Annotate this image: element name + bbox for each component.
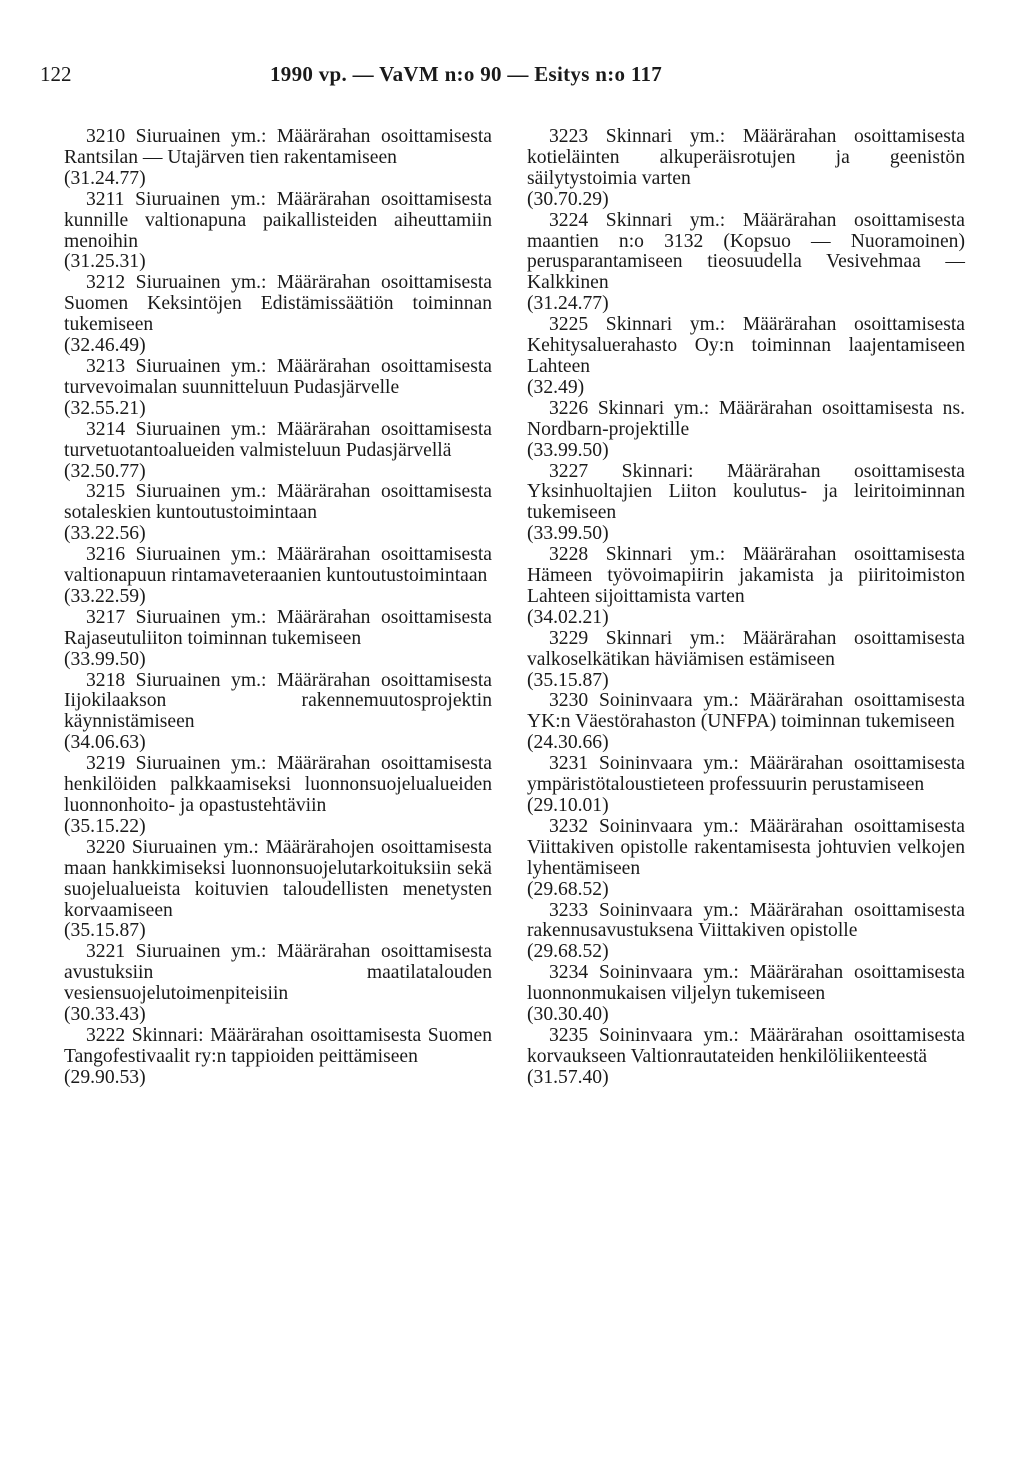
motion-entry bbox=[64, 420, 492, 483]
motion-entry bbox=[527, 629, 965, 692]
motion-entry bbox=[527, 963, 965, 1026]
motion-text: 3227 Skinnari: Määrärahan osoittamisesta Yksinhuoltajien Liiton koulutus- ja leiritoiminnan tukemiseen bbox=[527, 460, 965, 524]
motion-text: 3219 Siuruainen ym.: Määrärahan osoittamisesta henkilöiden palkkaamiseksi luonnonsuojelualueiden luonnonhoito- ja opastustehtäviin bbox=[64, 753, 492, 816]
budget-code: (33.99.50) bbox=[527, 523, 609, 545]
motion-entry bbox=[527, 1026, 965, 1089]
budget-code: (29.10.01) bbox=[527, 795, 609, 816]
motion-text: 3220 Siuruainen ym.: Määrärahojen osoittamisesta maan hankkimiseksi luonnonsuojelutarkoituksiin sekä suojelualueista koituvien taloudellisten menetysten korvaamiseen bbox=[64, 836, 492, 921]
budget-code: (33.99.50) bbox=[527, 439, 609, 461]
motion-text: 3214 Siuruainen ym.: Määrärahan osoittamisesta turvetuotantoalueiden valmisteluun Pudasjärvellä bbox=[64, 418, 492, 461]
motion-text: 3232 Soininvaara ym.: Määrärahan osoittamisesta Viittakiven opistolle rakentamisesta johtuvien velkojen lyhentämiseen bbox=[527, 815, 965, 879]
page-header bbox=[0, 62, 1024, 92]
motion-text: 3226 Skinnari ym.: Määrärahan osoittamisesta ns. Nordbarn-projektille bbox=[527, 397, 965, 440]
budget-code: (33.22.56) bbox=[64, 523, 146, 545]
motion-text: 3212 Siuruainen ym.: Määrärahan osoittamisesta Suomen Keksintöjen Edistämissäätiön toiminnan tukemiseen bbox=[64, 272, 492, 336]
budget-code: (35.15.87) bbox=[527, 669, 609, 691]
motion-entry bbox=[64, 357, 492, 420]
budget-code: (29.90.53) bbox=[64, 1066, 146, 1088]
budget-code: (32.50.77) bbox=[64, 460, 146, 482]
motion-text: 3215 Siuruainen ym.: Määrärahan osoittamisesta sotaleskien kuntoutustoimintaan bbox=[64, 481, 492, 524]
motion-entry bbox=[64, 942, 492, 1026]
motion-entry bbox=[64, 273, 492, 357]
motion-entry bbox=[527, 691, 965, 754]
motion-entry bbox=[64, 190, 492, 274]
motion-text: 3234 Soininvaara ym.: Määrärahan osoittamisesta luonnonmukaisen viljelyn tukemiseen bbox=[527, 962, 965, 1005]
motion-text: 3218 Siuruainen ym.: Määrärahan osoittamisesta Iijokilaakson rakennemuutosprojektin käynnistämiseen bbox=[64, 669, 492, 733]
motion-text: 3235 Soininvaara ym.: Määrärahan osoittamisesta korvaukseen Valtionrautateiden henkilöliikenteestä bbox=[527, 1024, 965, 1067]
budget-code: (33.99.50) bbox=[64, 648, 146, 670]
budget-code: (34.02.21) bbox=[527, 606, 609, 628]
motion-entry bbox=[527, 545, 965, 629]
motion-text: 3217 Siuruainen ym.: Määrärahan osoittamisesta Rajaseutuliiton toiminnan tukemiseen bbox=[64, 606, 492, 649]
motion-entry bbox=[527, 462, 965, 546]
running-head: 1990 vp. — VaVM n:o 90 — Esitys n:o 117 bbox=[270, 62, 663, 86]
motion-entry bbox=[527, 901, 965, 964]
motion-text: 3210 Siuruainen ym.: Määrärahan osoittamisesta Rantsilan — Utajärven tien rakentamiseen bbox=[64, 126, 492, 168]
motion-text: 3216 Siuruainen ym.: Määrärahan osoittamisesta valtionapuun rintamaveteraanien kuntoutustoimintaan bbox=[64, 544, 492, 587]
motion-text: 3225 Skinnari ym.: Määrärahan osoittamisesta Kehitysaluerahasto Oy:n toiminnan laajentamiseen Lahteen bbox=[527, 314, 965, 377]
budget-code: (31.24.77) bbox=[64, 167, 146, 189]
budget-code: (31.57.40) bbox=[527, 1066, 609, 1088]
motion-text: 3223 Skinnari ym.: Määrärahan osoittamisesta kotieläinten alkuperäisrotujen ja geenistön säilytystoimia varten bbox=[527, 126, 965, 189]
budget-code: (34.06.63) bbox=[64, 732, 146, 754]
motion-entry bbox=[527, 754, 965, 817]
motion-text: 3224 Skinnari ym.: Määrärahan osoittamisesta maantien n:o 3132 (Kopsuo — Nuoramoinen) perusparantamiseen tieosuudella Vesivehmaa — Kalkkinen bbox=[527, 209, 965, 294]
motion-entry bbox=[64, 545, 492, 608]
motion-entry bbox=[527, 315, 965, 399]
motion-entry bbox=[64, 482, 492, 545]
left-column bbox=[64, 127, 492, 1089]
budget-code: (31.24.77) bbox=[527, 293, 609, 315]
motion-entry bbox=[64, 608, 492, 671]
budget-code: (32.46.49) bbox=[64, 335, 146, 357]
budget-code: (29.68.52) bbox=[527, 878, 609, 900]
budget-code: (24.30.66) bbox=[527, 732, 609, 754]
motion-text: 3211 Siuruainen ym.: Määrärahan osoittamisesta kunnille valtionapuna paikallisteiden aiheuttamiin menoihin bbox=[64, 188, 492, 252]
motion-entry bbox=[64, 754, 492, 838]
motion-entry bbox=[64, 1026, 492, 1089]
motion-entry bbox=[64, 838, 492, 943]
budget-code: (30.70.29) bbox=[527, 188, 609, 210]
budget-code: (31.25.31) bbox=[64, 251, 146, 273]
motion-entry bbox=[527, 399, 965, 462]
budget-code: (30.33.43) bbox=[64, 1004, 146, 1026]
motion-text: 3213 Siuruainen ym.: Määrärahan osoittamisesta turvevoimalan suunnitteluun Pudasjärvelle bbox=[64, 355, 492, 398]
budget-code: (29.68.52) bbox=[527, 941, 609, 963]
budget-code: (32.55.21) bbox=[64, 397, 146, 419]
motion-text: 3230 Soininvaara ym.: Määrärahan osoittamisesta YK:n Väestörahaston (UNFPA) toiminnan tukemiseen bbox=[527, 690, 965, 733]
motion-entry bbox=[527, 127, 965, 211]
motion-entry bbox=[527, 817, 965, 901]
budget-code: (30.30.40) bbox=[527, 1004, 609, 1026]
budget-code: (33.22.59) bbox=[64, 585, 146, 607]
motion-text: 3233 Soininvaara ym.: Määrärahan osoittamisesta rakennusavustuksena Viittakiven opistolle bbox=[527, 899, 965, 942]
right-column bbox=[527, 127, 965, 1089]
motion-entry bbox=[64, 671, 492, 755]
motion-text: 3231 Soininvaara ym.: Määrärahan osoittamisesta ympäristötaloustieteen professuurin perustamiseen bbox=[527, 753, 965, 796]
motion-entry bbox=[527, 211, 965, 316]
motion-text: 3222 Skinnari: Määrärahan osoittamisesta Suomen Tangofestivaalit ry:n tappioiden peittämiseen bbox=[64, 1024, 492, 1067]
budget-code: (32.49) bbox=[527, 376, 585, 398]
page-number: 122 bbox=[40, 62, 72, 86]
motion-text: 3221 Siuruainen ym.: Määrärahan osoittamisesta avustuksiin maatilatalouden vesiensuojelutoimenpiteisiin bbox=[64, 941, 492, 1005]
budget-code: (35.15.87) bbox=[64, 920, 146, 942]
motion-text: 3228 Skinnari ym.: Määrärahan osoittamisesta Hämeen työvoimapiirin jakamista ja piiritoimiston Lahteen sijoittamista varten bbox=[527, 544, 965, 607]
motion-text: 3229 Skinnari ym.: Määrärahan osoittamisesta valkoselkätikan häviämisen estämiseen bbox=[527, 627, 965, 670]
motion-entry bbox=[64, 127, 492, 190]
budget-code: (35.15.22) bbox=[64, 815, 146, 837]
